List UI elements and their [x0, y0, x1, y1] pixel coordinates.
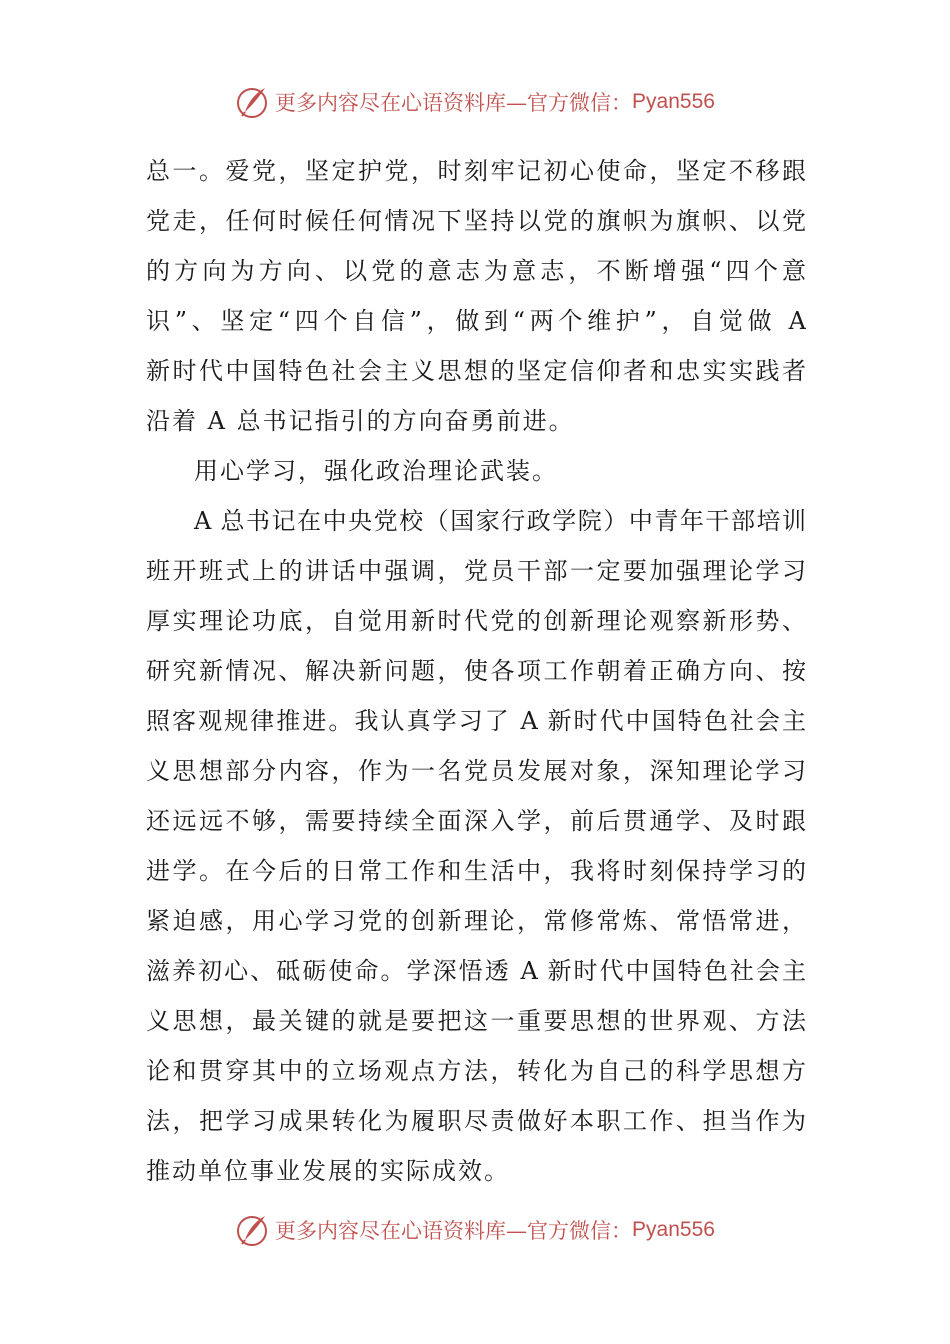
text-line: 沿着 A 总书记指引的方向奋勇前进。 [146, 407, 575, 435]
text-line: 党走，任何时候任何情况下坚持以党的旗帜为旗帜、以党 [146, 207, 806, 235]
quill-pen-icon [235, 84, 271, 120]
text-line: 研究新情况、解决新问题，使各项工作朝着正确方向、按 [146, 657, 806, 685]
text-line: 总一。爱党，坚定护党，时刻牢记初心使命，坚定不移跟 [146, 157, 806, 185]
text-line: 识”、坚定“四个自信”，做到“两个维护”，自觉做 A [146, 307, 806, 335]
text-line: 照客观规律推进。我认真学习了 A 新时代中国特色社会主 [146, 707, 806, 735]
header-watermark-id: Pyan556 [632, 90, 715, 113]
header-watermark [0, 82, 950, 122]
footer-watermark-id: Pyan556 [632, 1218, 715, 1241]
quill-pen-icon [235, 1212, 271, 1248]
text-line: 论和贯穿其中的立场观点方法，转化为自己的科学思想方 [146, 1057, 806, 1085]
text-line: 法，把学习成果转化为履职尽责做好本职工作、担当作为 [146, 1107, 806, 1135]
text-line: 班开班式上的讲话中强调，党员干部一定要加强理论学习 [146, 557, 806, 585]
text-line: 义思想部分内容，作为一名党员发展对象，深知理论学习 [146, 757, 806, 785]
text-line: 还远远不够，需要持续全面深入学，前后贯通学、及时跟 [146, 807, 806, 835]
text-line: 推动单位事业发展的实际成效。 [146, 1157, 510, 1185]
text-line: 的方向为方向、以党的意志为意志，不断增强“四个意 [146, 257, 806, 285]
header-watermark-text: 更多内容尽在心语资料库—官方微信： [275, 91, 633, 115]
text-line: 滋养初心、砥砺使命。学深悟透 A 新时代中国特色社会主 [146, 957, 806, 985]
footer-watermark [0, 1210, 950, 1250]
text-line: 进学。在今后的日常工作和生活中，我将时刻保持学习的 [146, 857, 806, 885]
text-line: 新时代中国特色社会主义思想的坚定信仰者和忠实实践者 [146, 357, 806, 385]
text-line: 厚实理论功底，自觉用新时代党的创新理论观察新形势、 [146, 607, 806, 635]
text-line: 紧迫感，用心学习党的创新理论，常修常炼、常悟常进， [146, 907, 806, 935]
footer-watermark-text: 更多内容尽在心语资料库—官方微信： [275, 1219, 633, 1243]
section-heading: 用心学习，强化政治理论武装。 [194, 457, 558, 485]
text-line: A 总书记在中央党校（国家行政学院）中青年干部培训 [194, 507, 806, 535]
document-body [146, 146, 806, 1196]
text-line: 义思想，最关键的就是要把这一重要思想的世界观、方法 [146, 1007, 806, 1035]
